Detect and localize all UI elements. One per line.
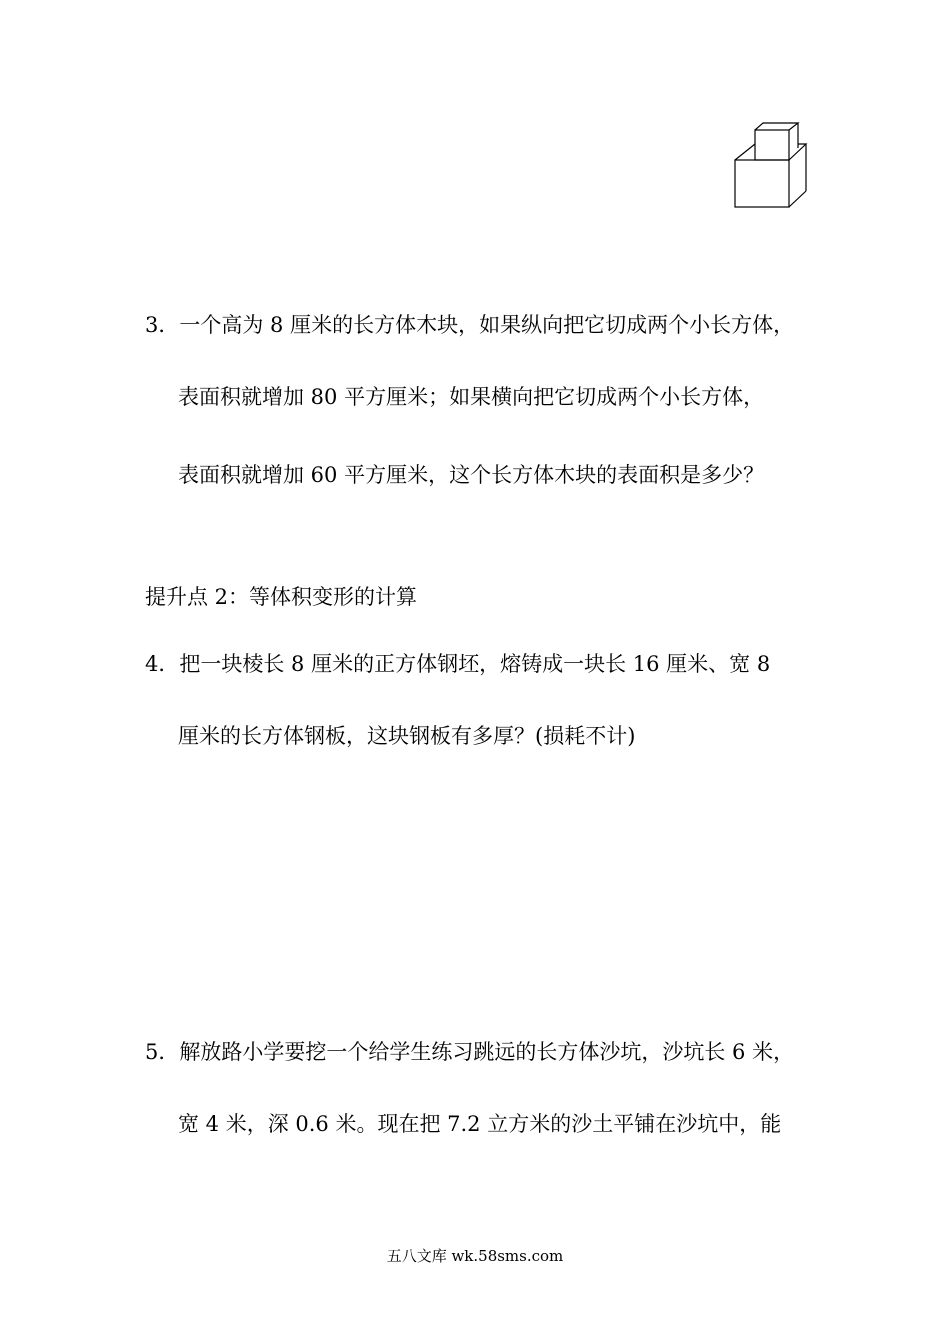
- large-box-top: [735, 144, 755, 160]
- problem-3-line-3: 表面积就增加 60 平方厘米，这个长方体木块的表面积是多少？: [178, 463, 765, 487]
- problem-4-line-2: 厘米的长方体钢板，这块钢板有多厚？(损耗不计): [178, 724, 636, 748]
- problem-3-line-2: 表面积就增加 80 平方厘米；如果横向把它切成两个小长方体，: [178, 385, 765, 409]
- problem-5-line-1: 5．解放路小学要挖一个给学生练习跳远的长方体沙坑，沙坑长 6 米，: [145, 1040, 795, 1064]
- large-box-side-bottom: [789, 191, 806, 207]
- footer-text: 五八文库 wk.58sms.com: [386, 1247, 564, 1265]
- small-cube-front: [755, 130, 789, 160]
- problem-5-line-2: 宽 4 米，深 0.6 米。现在把 7.2 立方米的沙土平铺在沙坑中，能: [178, 1112, 782, 1136]
- problem-3-line-1: 3．一个高为 8 厘米的长方体木块，如果纵向把它切成两个小长方体，: [145, 313, 795, 337]
- small-cube-top: [755, 123, 798, 130]
- large-box-front: [735, 160, 789, 207]
- problem-4-line-1: 4．把一块棱长 8 厘米的正方体钢坯，熔铸成一块长 16 厘米、宽 8: [145, 652, 771, 676]
- stacked-boxes-figure: [728, 118, 812, 212]
- section-heading: 提升点 2：等体积变形的计算: [145, 585, 418, 609]
